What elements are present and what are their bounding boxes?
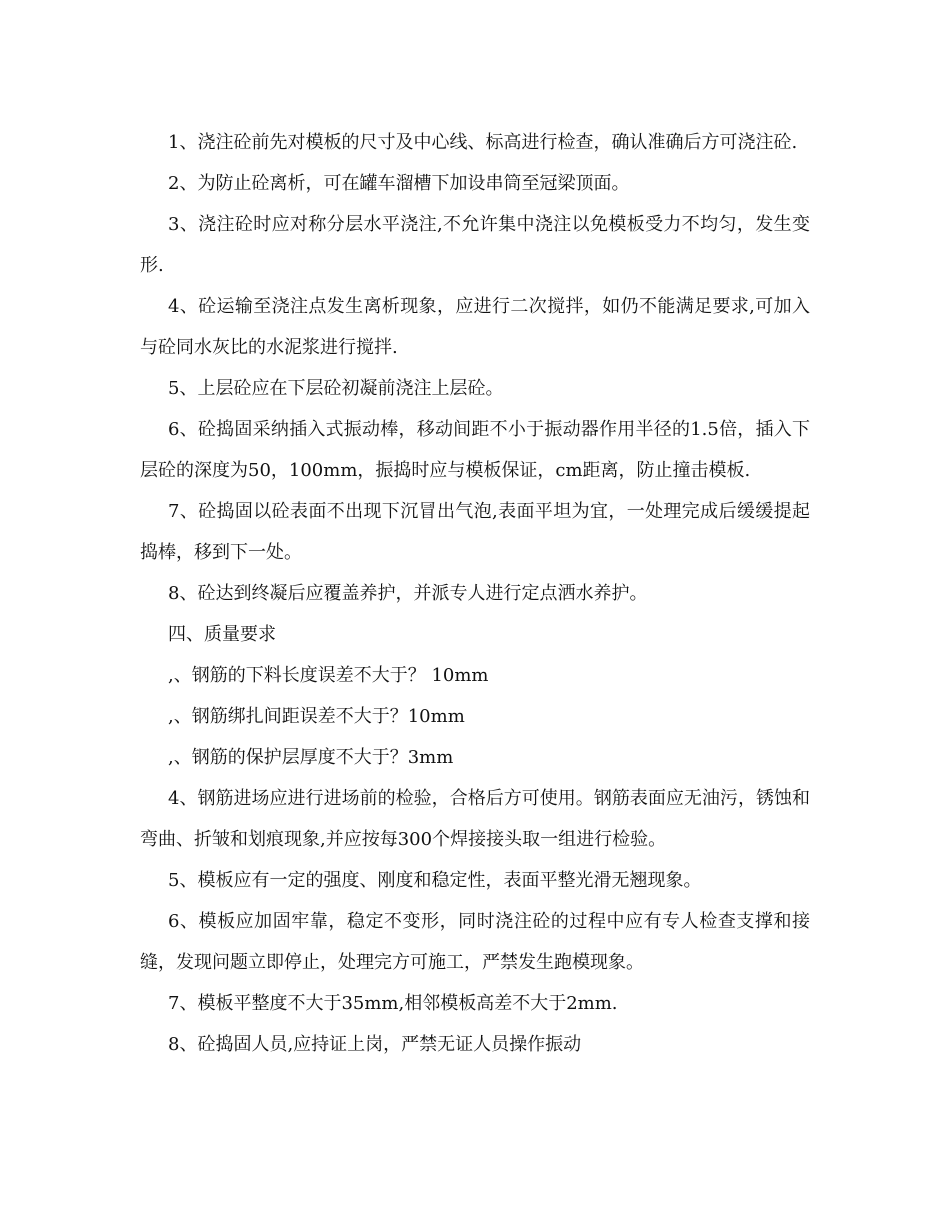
section-heading-quality: 四、质量要求	[168, 624, 276, 645]
paragraph-cut-length: ,、钢筋的下料长度误差不大于？ 10mm	[168, 665, 489, 686]
paragraph-symmetric-layering: 3、浇注砼时应对称分层水平浇注,不允许集中浇注以免模板受力不均匀，发生变形.	[140, 214, 810, 276]
paragraph-formwork-strength: 5、模板应有一定的强度、刚度和稳定性，表面平整光滑无翘现象。	[168, 870, 702, 891]
paragraph-cover-thickness: ,、钢筋的保护层厚度不大于？3mm	[168, 747, 454, 768]
paragraph-prevent-segregation: 2、为防止砼离析，可在罐车溜槽下加设串筒至冠梁顶面。	[168, 173, 630, 194]
document-body	[140, 122, 810, 1065]
paragraph-curing: 8、砼达到终凝后应覆盖养护，并派专人进行定点洒水养护。	[168, 583, 648, 604]
paragraph-compaction: 7、砼捣固以砼表面不出现下沉冒出气泡,表面平坦为宜，一处理完成后缓缓提起捣棒，移到下一处。	[140, 501, 810, 563]
paragraph-upper-layer: 5、上层砼应在下层砼初凝前浇注上层砼。	[168, 378, 504, 399]
paragraph-flatness: 7、模板平整度不大于35mm,相邻模板高差不大于2mm.	[168, 993, 618, 1014]
paragraph-remixing: 4、砼运输至浇注点发生离析现象，应进行二次搅拌，如仍不能满足要求,可加入与砼同水灰比的水泥浆进行搅拌.	[140, 296, 810, 358]
paragraph-pour-check: 1、浇注砼前先对模板的尺寸及中心线、标高进行检查，确认准确后方可浇注砼.	[168, 132, 798, 153]
paragraph-certified-operators: 8、砼捣固人员,应持证上岗，严禁无证人员操作振动	[168, 1034, 582, 1055]
paragraph-rebar-inspection: 4、钢筋进场应进行进场前的检验，合格后方可使用。钢筋表面应无油污，锈蚀和弯曲、折皱和划痕现象,并应按每300个焊接接头取一组进行检验。	[140, 788, 810, 850]
paragraph-vibrator: 6、砼捣固采纳插入式振动棒，移动间距不小于振动器作用半径的1.5倍，插入下层砼的深度为50，100mm，振捣时应与模板保证，cm距离，防止撞击模板.	[140, 419, 810, 481]
paragraph-formwork-bracing: 6、模板应加固牢靠，稳定不变形，同时浇注砼的过程中应有专人检查支撑和接缝，发现问题立即停止，处理完方可施工，严禁发生跑模现象。	[140, 911, 810, 973]
paragraph-bar-spacing: ,、钢筋绑扎间距误差不大于？10mm	[168, 706, 465, 727]
